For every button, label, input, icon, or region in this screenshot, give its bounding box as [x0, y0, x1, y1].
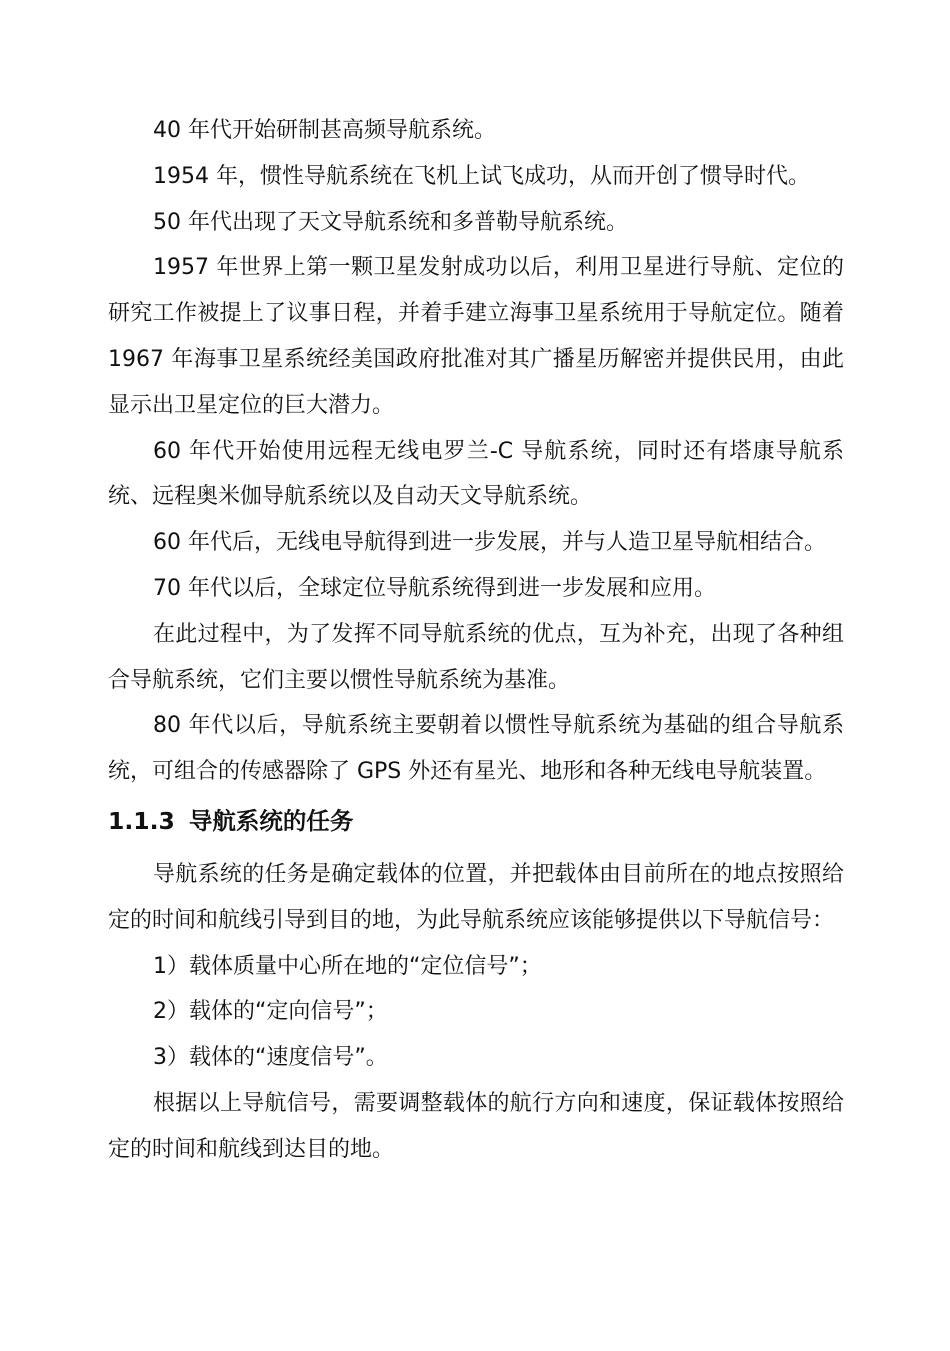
task-list-item-heading: 2）载体的“定向信号”； — [153, 999, 388, 1025]
history-paragraph-inertial: 1954 年，惯性导航系统在飞机上试飞成功，从而开创了惯导时代。 — [153, 163, 810, 189]
history-paragraph-integrated: 在此过程中，为了发挥不同导航系统的优点，互为补充，出现了各种组合导航系统，它们主要以惯性导航系统为基准。 — [108, 621, 844, 693]
history-paragraph-eighties: 80 年代以后，导航系统主要朝着以惯性导航系统为基础的组合导航系统，可组合的传感器除了 GPS 外还有星光、地形和各种无线电导航装置。 — [108, 713, 844, 785]
history-paragraph-loran: 60 年代开始使用远程无线电罗兰-C 导航系统，同时还有塔康导航系统、远程奥米伽导航系统以及自动天文导航系统。 — [108, 438, 844, 510]
task-conclusion-paragraph: 根据以上导航信号，需要调整载体的航行方向和速度，保证载体按照给定的时间和航线到达目的地。 — [108, 1090, 844, 1162]
history-paragraph-satellite: 1957 年世界上第一颗卫星发射成功以后，利用卫星进行导航、定位的研究工作被提上了议事日程，并着手建立海事卫星系统用于导航定位。随着 1967 年海事卫星系统经美国政府批准对其广播星历解密并提供民用，由此显示出卫星定位的巨大潜力。 — [108, 255, 844, 418]
history-paragraph-gps: 70 年代以后，全球定位导航系统得到进一步发展和应用。 — [153, 575, 716, 601]
task-list-item-velocity: 3）载体的“速度信号”。 — [153, 1045, 388, 1071]
document-page — [108, 108, 844, 1173]
section-number: 1.1.3 — [108, 806, 175, 835]
task-intro-paragraph: 导航系统的任务是确定载体的位置，并把载体由目前所在的地点按照给定的时间和航线引导到目的地，为此导航系统应该能够提供以下导航信号： — [108, 861, 844, 933]
task-section-body — [108, 852, 844, 1173]
history-paragraph-vhf: 40 年代开始研制甚高频导航系统。 — [153, 118, 496, 143]
history-paragraph-radio: 60 年代后，无线电导航得到进一步发展，并与人造卫星导航相结合。 — [153, 530, 826, 556]
section-heading — [108, 795, 844, 847]
section-title: 导航系统的任务 — [188, 806, 354, 835]
task-list-item-position: 1）载体质量中心所在地的“定位信号”； — [153, 953, 542, 979]
history-paragraph-celestial: 50 年代出现了天文导航系统和多普勒导航系统。 — [153, 209, 628, 235]
